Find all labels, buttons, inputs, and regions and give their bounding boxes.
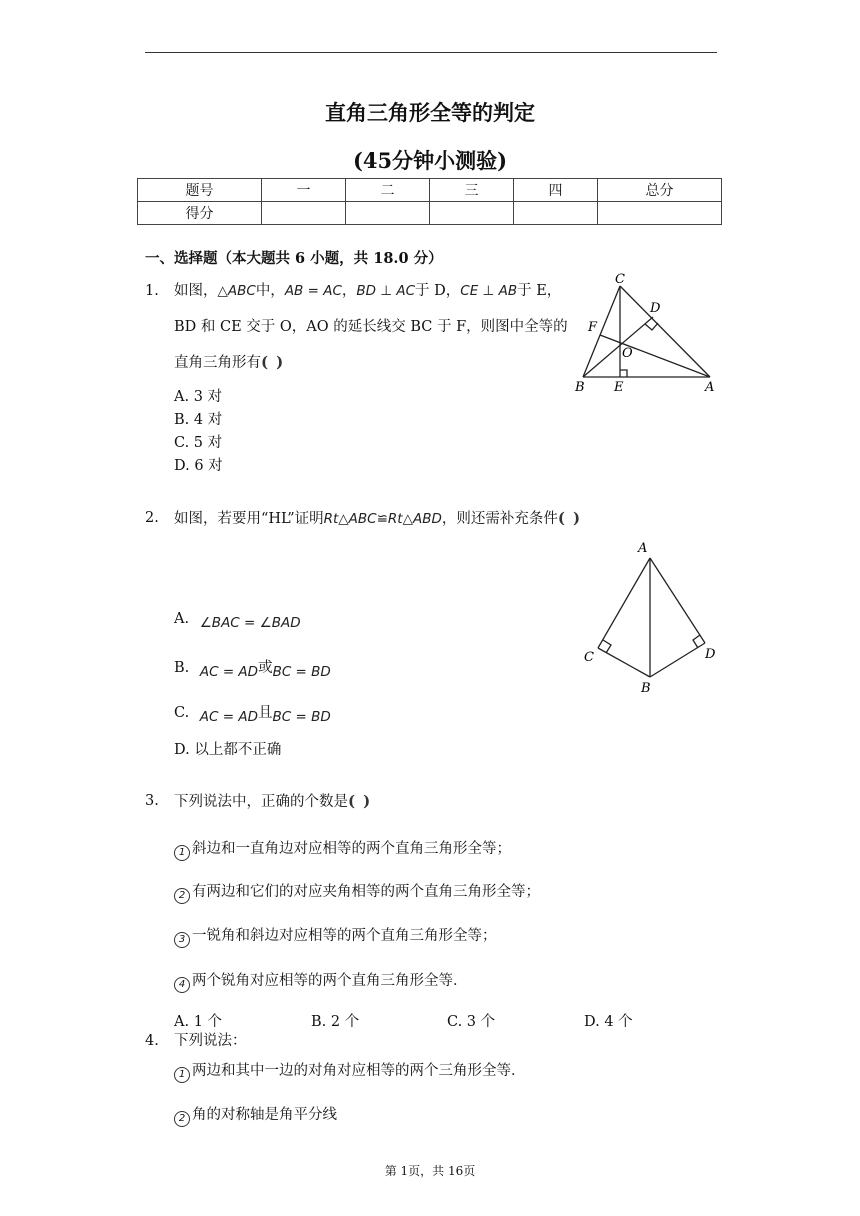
q4-stem: 下列说法： — [174, 1033, 247, 1049]
option-text: 或 — [258, 660, 273, 676]
circle-number: 3 — [174, 932, 190, 948]
option-math: BC = BD — [272, 664, 331, 680]
table-cell: 题号 — [138, 179, 262, 202]
q1-math: △ABC — [217, 283, 256, 299]
label-b: B — [575, 380, 585, 395]
q1-text: 中， — [255, 283, 285, 299]
option-label: C. — [174, 705, 190, 721]
q1-option-d[interactable]: D. 6 对 — [174, 458, 223, 474]
label-e: E — [614, 380, 624, 395]
table-cell: 三 — [430, 179, 514, 202]
score-cell[interactable] — [262, 202, 346, 225]
q2-option-a[interactable] — [174, 611, 301, 631]
item-text: 角的对称轴是角平分线 — [192, 1107, 337, 1123]
q4-item-1 — [174, 1062, 526, 1083]
table-cell: 二 — [346, 179, 430, 202]
q1-math: CE ⊥ AB — [460, 283, 518, 299]
q1-math: BD ⊥ AC — [356, 283, 416, 299]
q4-number: 4. — [145, 1033, 159, 1049]
label-c: C — [615, 272, 625, 287]
circle-number: 1 — [174, 1067, 190, 1083]
q1-line3 — [174, 353, 292, 372]
q3-item-1 — [174, 840, 511, 861]
header-rule — [145, 52, 717, 53]
circle-number: 1 — [174, 845, 190, 861]
option-label: B. — [174, 660, 190, 676]
q1-text: 如图， — [174, 283, 218, 299]
q3-item-2 — [174, 883, 540, 904]
label-f: F — [588, 320, 598, 335]
q3-option-a[interactable]: A. 1 个 — [174, 1014, 223, 1030]
q2-figure — [578, 535, 723, 700]
item-text: 斜边和一直角边对应相等的两个直角三角形全等； — [192, 841, 511, 857]
q4-item-2 — [174, 1106, 337, 1127]
item-text: 两个锐角对应相等的两个直角三角形全等． — [192, 973, 468, 989]
q2-stem — [174, 509, 589, 528]
q3-text: 下列说法中，正确的个数是 — [174, 794, 348, 810]
q2-math: Rt△ABC≌Rt△ABD — [323, 511, 442, 527]
q1-text: 于 E， — [517, 283, 562, 299]
label-d: D — [705, 647, 716, 662]
table-cell: 四 — [514, 179, 598, 202]
option-math: AC = AD — [199, 709, 258, 725]
q2-text: 如图，若要用“HL”证明 — [174, 511, 324, 527]
q1-option-b[interactable]: B. 4 对 — [174, 412, 223, 428]
item-text: 两边和其中一边的对角对应相等的两个三角形全等． — [192, 1063, 526, 1079]
q1-number: 1. — [145, 283, 159, 299]
q1-text: 于 D， — [415, 283, 461, 299]
q2-number: 2. — [145, 510, 159, 526]
q1-line1 — [174, 282, 561, 300]
q1-option-a[interactable]: A. 3 对 — [174, 389, 223, 405]
q1-math: AB = AC — [284, 283, 342, 299]
table-cell: 得分 — [138, 202, 262, 225]
score-cell[interactable] — [430, 202, 514, 225]
q3-item-3 — [174, 927, 497, 948]
option-math: ∠BAC = ∠BAD — [199, 615, 301, 631]
answer-paren: () — [348, 792, 379, 810]
circle-number: 4 — [174, 977, 190, 993]
score-cell[interactable] — [346, 202, 430, 225]
score-cell[interactable] — [514, 202, 598, 225]
q1-text: 直角三角形有 — [174, 355, 261, 371]
table-cell: 总分 — [598, 179, 722, 202]
q1-option-c[interactable]: C. 5 对 — [174, 435, 223, 451]
q3-number: 3. — [145, 793, 159, 809]
q3-item-4 — [174, 972, 468, 993]
label-c: C — [584, 650, 594, 665]
option-text: 且 — [257, 705, 273, 721]
table-row — [138, 179, 722, 202]
q3-option-b[interactable]: B. 2 个 — [311, 1014, 360, 1030]
label-b: B — [641, 681, 651, 696]
answer-paren: () — [557, 509, 589, 527]
q2-option-c[interactable] — [174, 701, 331, 725]
circle-number: 2 — [174, 888, 190, 904]
page-footer: 第 1页，共 16页 — [384, 1164, 476, 1178]
label-o: O — [622, 346, 633, 361]
circle-number: 2 — [174, 1111, 190, 1127]
score-table — [137, 178, 722, 225]
table-row — [138, 202, 722, 225]
label-d: D — [650, 301, 661, 316]
section-heading: 一、选择题（本大题共 6 小题，共 18.0 分） — [145, 250, 443, 267]
item-text: 有两边和它们的对应夹角相等的两个直角三角形全等； — [192, 884, 540, 900]
q1-line2: BD 和 CE 交于 O，AO 的延长线交 BC 于 F，则图中全等的 — [174, 319, 568, 335]
q2-option-d[interactable]: D. 以上都不正确 — [174, 742, 282, 758]
q3-option-c[interactable]: C. 3 个 — [447, 1014, 496, 1030]
q2-text: ，则还需补充条件 — [441, 511, 558, 527]
option-math: AC = AD — [199, 664, 259, 680]
option-label: A. — [174, 611, 190, 627]
page-title: 直角三角形全等的判定 — [325, 100, 535, 125]
score-cell[interactable] — [598, 202, 722, 225]
q1-text: ， — [341, 283, 357, 299]
answer-paren: () — [261, 353, 292, 371]
q3-stem — [174, 792, 379, 811]
q2-option-b[interactable] — [174, 656, 331, 680]
page-subtitle: (45分钟小测验) — [352, 148, 508, 173]
label-a: A — [638, 541, 648, 556]
table-cell: 一 — [262, 179, 346, 202]
option-math: BC = BD — [272, 709, 331, 725]
q1-figure — [570, 265, 730, 400]
label-a: A — [705, 380, 715, 395]
q3-option-d[interactable]: D. 4 个 — [584, 1014, 633, 1030]
item-text: 一锐角和斜边对应相等的两个直角三角形全等； — [192, 928, 497, 944]
